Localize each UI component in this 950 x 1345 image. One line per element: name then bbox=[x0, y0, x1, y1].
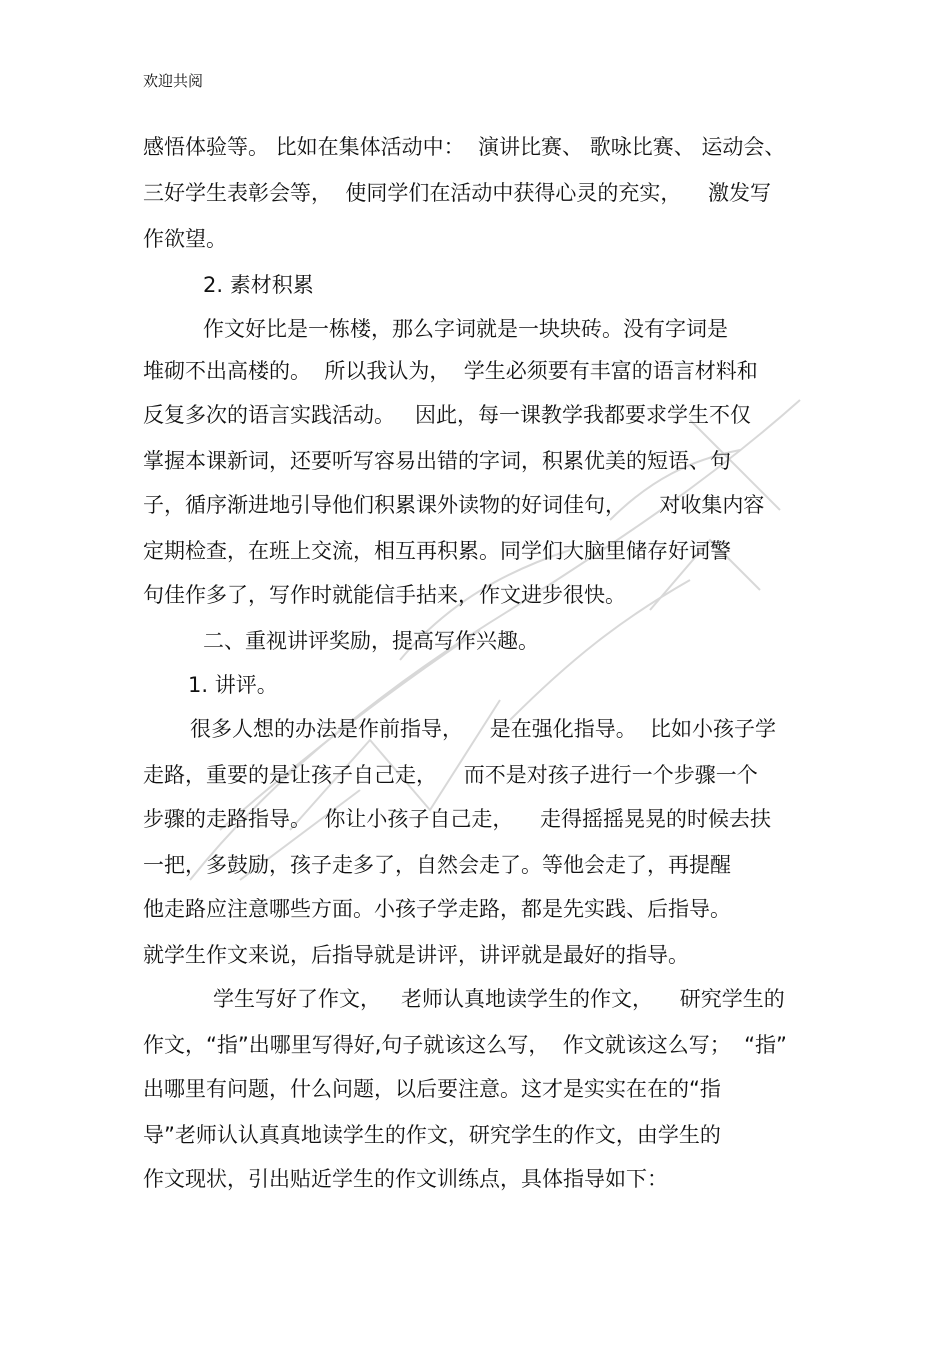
body-line: 二、重视讲评奖励，提高写作兴趣。 bbox=[203, 629, 539, 653]
body-line: 出哪里有问题，什么问题，以后要注意。这才是实实在在的“指 bbox=[143, 1077, 721, 1101]
body-line: 感悟体验等。 比如在集体活动中： 演讲比赛、 歌咏比赛、 运动会、 bbox=[143, 135, 786, 159]
body-line: 掌握本课新词，还要听写容易出错的字词，积累优美的短语、句 bbox=[143, 449, 731, 473]
body-line: 2. 素材积累 bbox=[203, 273, 314, 297]
body-line: 三好学生表彰会等， 使同学们在活动中获得心灵的充实， 激发写 bbox=[143, 181, 772, 205]
body-line: 作文，“指”出哪里写得好,句子就该这么写， 作文就该这么写； “指” bbox=[143, 1033, 787, 1057]
body-line: 定期检查，在班上交流，相互再积累。同学们大脑里储存好词警 bbox=[143, 539, 731, 563]
body-line: 导”老师认认真真地读学生的作文，研究学生的作文，由学生的 bbox=[143, 1123, 721, 1147]
body-line: 1. 讲评。 bbox=[188, 673, 278, 697]
body-line: 作欲望。 bbox=[143, 227, 227, 251]
body-line: 子，循序渐进地引导他们积累课外读物的好词佳句， 对收集内容 bbox=[143, 493, 765, 517]
body-line: 作文现状，引出贴近学生的作文训练点，具体指导如下： bbox=[143, 1167, 668, 1191]
body-line: 一把，多鼓励，孩子走多了，自然会走了。等他会走了，再提醒 bbox=[143, 853, 731, 877]
page-header: 欢迎共阅 bbox=[143, 72, 204, 90]
body-line: 很多人想的办法是作前指导， 是在强化指导。 比如小孩子学 bbox=[190, 717, 777, 741]
body-line: 他走路应注意哪些方面。小孩子学走路，都是先实践、后指导。 bbox=[143, 897, 731, 921]
body-line: 步骤的走路指导。 你让小孩子自己走， 走得摇摇晃晃的时候去扶 bbox=[143, 807, 772, 831]
body-line: 句佳作多了，写作时就能信手拈来，作文进步很快。 bbox=[143, 583, 626, 607]
body-line: 堆砌不出高楼的。 所以我认为， 学生必须要有丰富的语言材料和 bbox=[143, 359, 758, 383]
body-line: 走路，重要的是让孩子自己走， 而不是对孩子进行一个步骤一个 bbox=[143, 763, 758, 787]
body-line: 学生写好了作文， 老师认真地读学生的作文， 研究学生的 bbox=[213, 987, 785, 1011]
body-line: 反复多次的语言实践活动。 因此，每一课教学我都要求学生不仅 bbox=[143, 403, 752, 427]
body-line: 作文好比是一栋楼，那么字词就是一块块砖。没有字词是 bbox=[203, 317, 728, 341]
body-line: 就学生作文来说，后指导就是讲评，讲评就是最好的指导。 bbox=[143, 943, 689, 967]
